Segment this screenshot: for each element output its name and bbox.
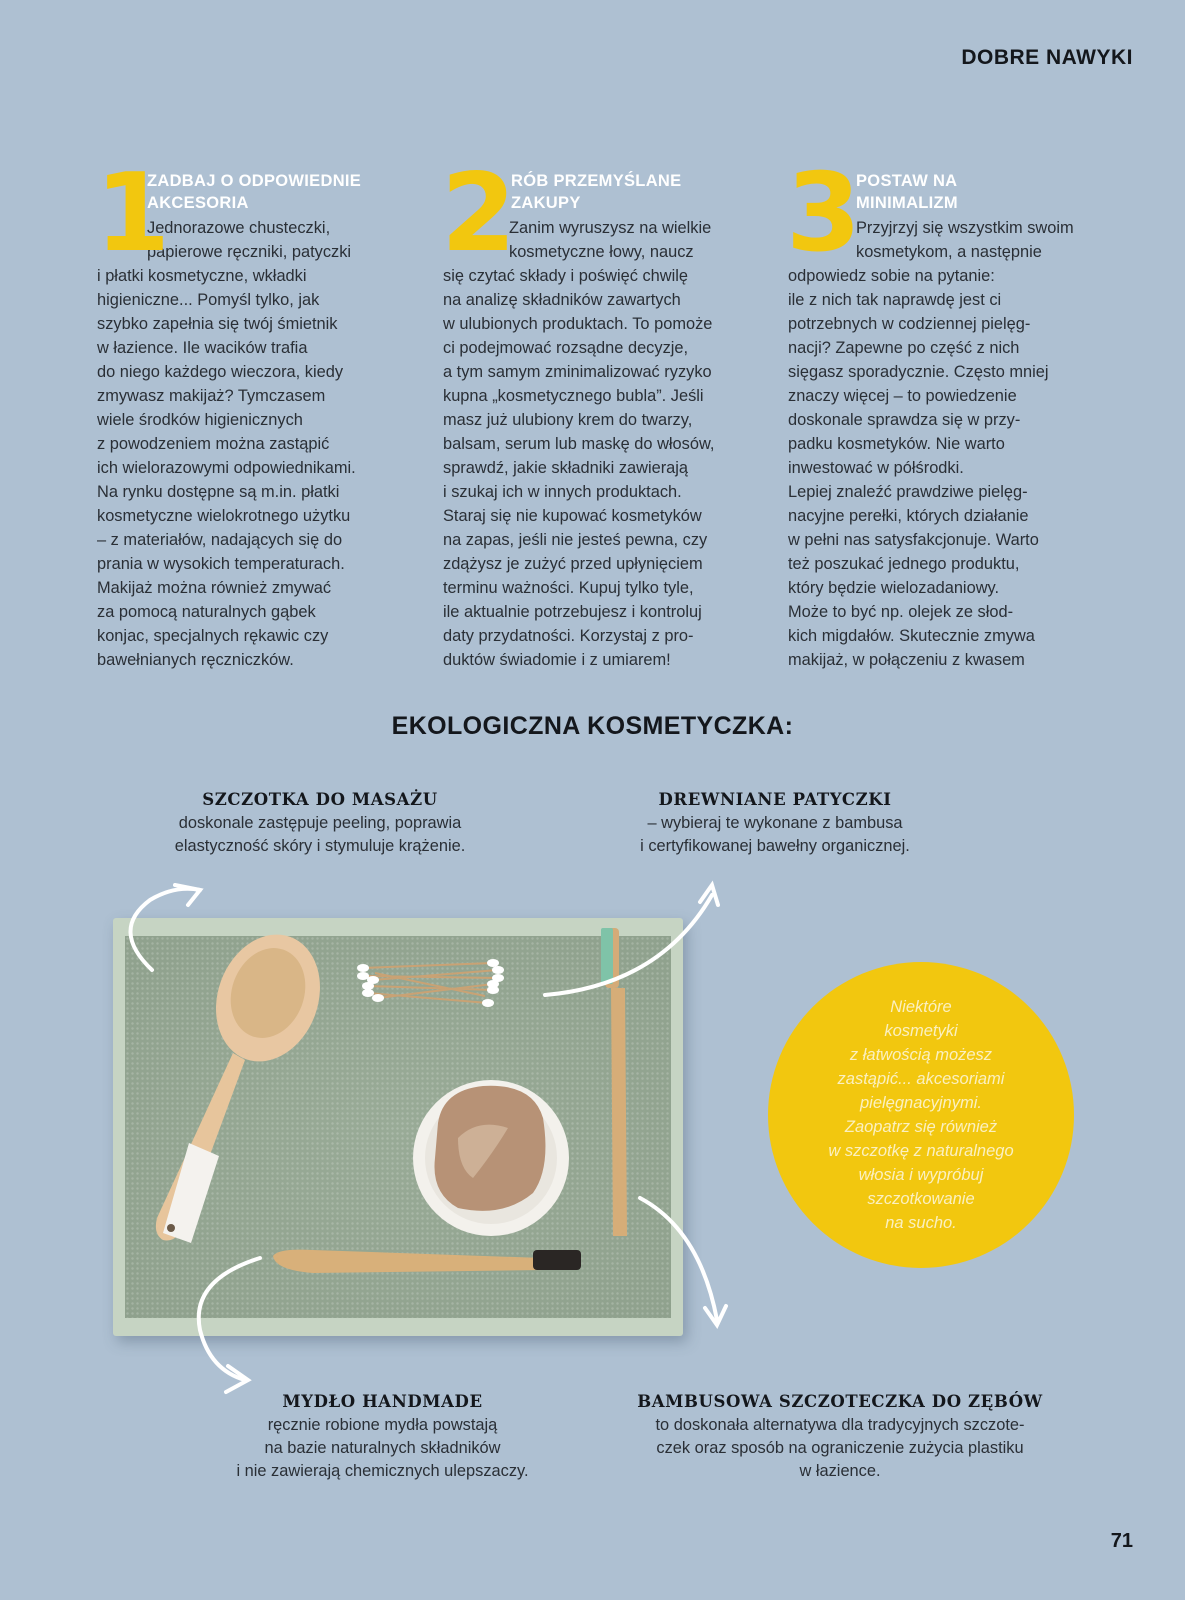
- handmade-soap-icon: [413, 1080, 569, 1236]
- bamboo-toothbrush-vertical-icon: [601, 928, 627, 1236]
- callout-soap: MYDŁO HANDMADE ręcznie robione mydła powstają na bazie naturalnych składników i nie zawierają chemicznych ulepszaczy.: [236, 1392, 529, 1480]
- callout-toothbrush: BAMBUSOWA SZCZOTECZKA DO ZĘBÓW to doskonała alternatywa dla tradycyjnych szczote- czek oraz sposób na ograniczenie zużycia plastiku w łazience.: [637, 1392, 1043, 1480]
- callout-swabs: DREWNIANE PATYCZKI – wybieraj te wykonane z bambusa i certyfikowanej bawełny organicznej.: [640, 790, 910, 855]
- tip-number-3: 3: [786, 151, 862, 276]
- tip-body-3: Przyjrzyj się wszystkim swoim kosmetykom, a następnie odpowiedz sobie na pytanie: ile z nich tak naprawdę jest ci potrzebnych w codziennej pielęg- nacji? Zapewne po część z nich sięgasz sporadycznie. Często mniej znaczy więcej – to powiedzenie doskonale sprawdza się w przy- padku kosmetyków. Nie warto inwestować w półśrodki. Lepiej znaleźć prawdziwe pielęg- nacyjne perełki, których działanie w pełni nas satysfakcjonuje. Warto też poszukać jednego produktu, który będzie wielozadaniowy. Może to być np. olejek ze słod- kich migdałów. Skutecznie zmywa makijaż, w połączeniu z kwasem: [788, 219, 1074, 669]
- tip-title-3: POSTAW NA MINIMALIZM: [856, 172, 958, 212]
- info-bubble: [768, 962, 1074, 1268]
- massage-brush-icon: [156, 920, 337, 1243]
- tip-number-2: 2: [441, 151, 517, 276]
- tip-column-3: [786, 151, 1108, 672]
- tip-title-1: ZADBAJ O ODPOWIEDNIE AKCESORIA: [147, 172, 362, 212]
- tip-body-2: Zanim wyruszysz na wielkie kosmetyczne łowy, naucz się czytać składy i poświęć chwilę na analizę składników zawartych w ulubionych produktach. To pomoże ci podejmować rozsądne decyzje, a tym samym zminimalizować ryzyko kupna „kosmetycznego bubla”. Jeśli masz już ulubiony krem do twarzy, balsam, serum lub maskę do włosów, sprawdź, jakie składniki zawierają i szukaj ich w innych produktach. Staraj się nie kupować kosmetyków na zapas, jeśli nie jesteś pewna, czy zdążysz je zużyć przed upłynięciem terminu ważności. Kupuj tylko tyle, ile aktualnie potrzebujesz i kontroluj daty przydatności. Korzystaj z pro- duktów świadomie i z umiarem!: [443, 219, 715, 669]
- tip-title-2: RÓB PRZEMYŚLANE ZAKUPY: [511, 172, 682, 212]
- callout-brush: SZCZOTKA DO MASAŻU doskonale zastępuje peeling, poprawia elastyczność skóry i stymuluje krążenie.: [174, 790, 466, 855]
- accessories-photo: [113, 918, 683, 1336]
- bamboo-toothbrush-horizontal-icon: [273, 1250, 581, 1273]
- tip-column-1: [95, 151, 417, 672]
- tip-body-1: Jednorazowe chusteczki, papierowe ręczniki, patyczki i płatki kosmetyczne, wkładki higieniczne... Pomyśl tylko, jak szybko zapełnia się twój śmietnik w łazience. Ile wacików trafia do niego każdego wieczora, kiedy zmywasz makijaż? Tymczasem wiele środków higienicznych z powodzeniem można zastąpić ich wielorazowymi odpowiednikami. Na rynku dostępne są m.in. płatki kosmetyczne wielokrotnego użytku – z materiałów, nadających się do prania w wysokich temperaturach. Makijaż można również zmywać za pomocą naturalnych gąbek konjac, specjalnych rękawic czy bawełnianych ręczniczków.: [97, 219, 356, 669]
- page-number: 71: [1110, 1530, 1133, 1552]
- section-label: DOBRE NAWYKI: [961, 46, 1133, 69]
- tip-number-1: 1: [95, 151, 171, 276]
- tip-column-2: [441, 151, 763, 672]
- accessories-illustration: [113, 918, 683, 1336]
- main-title: EKOLOGICZNA KOSMETYCZKA:: [391, 712, 794, 740]
- info-bubble-text: Niektóre kosmetyki z łatwością możesz zastąpić... akcesoriami pielęgnacyjnymi. Zaopatrz się również w szczotkę z naturalnego włosia i wypróbuj szczotkowanie na sucho.: [828, 998, 1014, 1232]
